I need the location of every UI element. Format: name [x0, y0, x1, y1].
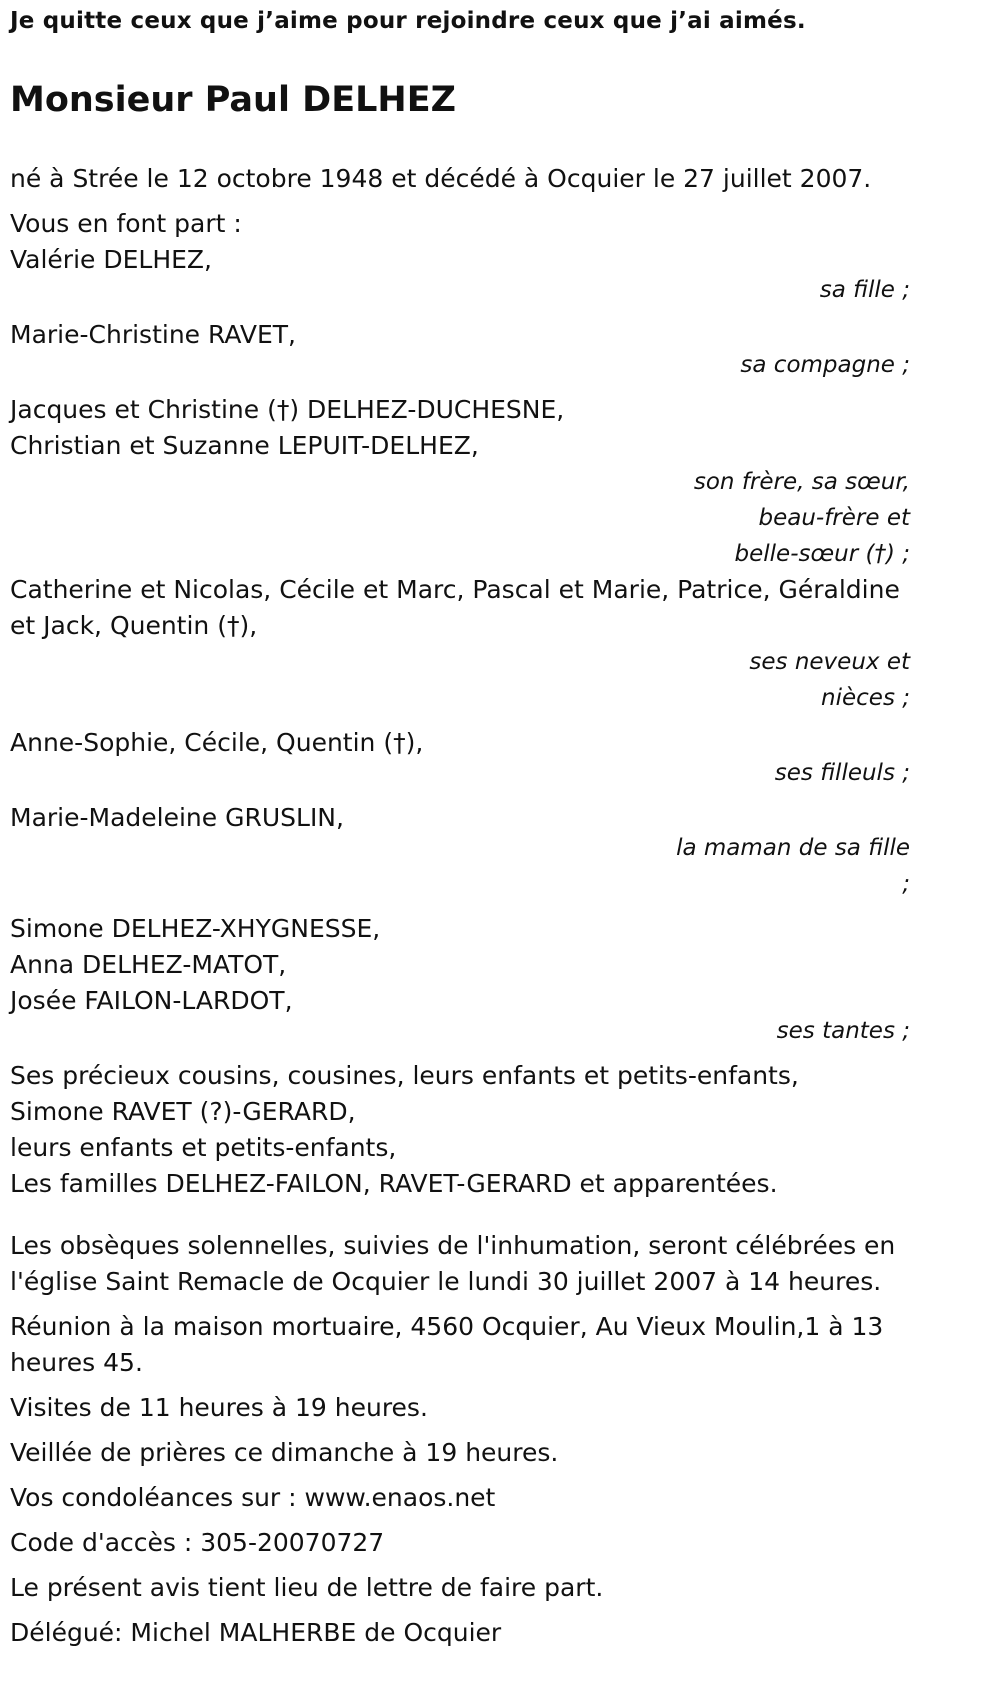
deceased-name: Monsieur Paul DELHEZ [10, 80, 456, 120]
family-group [10, 572, 910, 716]
access-code: Code d'accès : 305-20070727 [10, 1528, 385, 1557]
announce-line: Vous en font part : [10, 209, 242, 238]
condolences-info: Vos condoléances sur : www.enaos.net [10, 1483, 496, 1512]
relation-line: ses neveux et [749, 649, 910, 675]
relation-line: belle-sœur (†) ; [734, 541, 910, 567]
relation-line: la maman de sa fille [676, 835, 910, 861]
other-relatives-line: Ses précieux cousins, cousines, leurs enfants et petits-enfants, [10, 1061, 799, 1090]
family-group [10, 392, 910, 572]
relation-line: son frère, sa sœur, [693, 469, 910, 495]
family-name-line: Marie-Madeleine GRUSLIN, [10, 803, 344, 832]
funeral-info: Les obsèques solennelles, suivies de l'inhumation, seront célébrées en l'église Saint Remacle de Ocquier le lundi 30 juillet 2007 à 14 heures. [10, 1231, 896, 1296]
epigraph: Je quitte ceux que j’aime pour rejoindre ceux que j’ai aimés. [10, 8, 806, 34]
other-relatives [10, 1058, 910, 1202]
relation-line: nièces ; [821, 685, 910, 711]
other-relatives-line: leurs enfants et petits-enfants, [10, 1133, 397, 1162]
family-group [10, 242, 910, 308]
relation-line: sa compagne ; [740, 352, 910, 378]
family-name-line: Anna DELHEZ-MATOT, [10, 950, 287, 979]
relation-line: ; [902, 871, 910, 897]
birth-death-line: né à Strée le 12 octobre 1948 et décédé à Ocquier le 27 juillet 2007. [10, 164, 872, 193]
delegate-info: Délégué: Michel MALHERBE de Ocquier [10, 1618, 502, 1647]
visits-info: Visites de 11 heures à 19 heures. [10, 1393, 428, 1422]
relation-line: beau-frère et [758, 505, 910, 531]
notice-body [10, 161, 910, 1651]
family-name-line: Josée FAILON-LARDOT, [10, 986, 293, 1015]
family-group [10, 800, 910, 902]
notice-statement: Le présent avis tient lieu de lettre de faire part. [10, 1573, 604, 1602]
vigil-info: Veillée de prières ce dimanche à 19 heures. [10, 1438, 559, 1467]
family-group [10, 317, 910, 383]
family-group [10, 725, 910, 791]
relation-line: ses filleuls ; [774, 760, 910, 786]
family-name-line: Christian et Suzanne LEPUIT-DELHEZ, [10, 431, 479, 460]
meeting-info: Réunion à la maison mortuaire, 4560 Ocquier, Au Vieux Moulin,1 à 13 heures 45. [10, 1312, 884, 1377]
family-name-line: Simone DELHEZ-XHYGNESSE, [10, 914, 381, 943]
family-group [10, 911, 910, 1049]
other-relatives-line: Simone RAVET (?)-GERARD, [10, 1097, 356, 1126]
family-name-line: Catherine et Nicolas, Cécile et Marc, Pascal et Marie, Patrice, Géraldine et Jack, Quentin (†), [10, 575, 900, 640]
family-name-line: Valérie DELHEZ, [10, 245, 213, 274]
family-name-line: Marie-Christine RAVET, [10, 320, 296, 349]
family-name-line: Anne-Sophie, Cécile, Quentin (†), [10, 728, 424, 757]
family-name-line: Jacques et Christine (†) DELHEZ-DUCHESNE, [10, 395, 565, 424]
other-relatives-line: Les familles DELHEZ-FAILON, RAVET-GERARD et apparentées. [10, 1169, 778, 1198]
relation-line: sa fille ; [819, 277, 910, 303]
relation-line: ses tantes ; [776, 1018, 910, 1044]
